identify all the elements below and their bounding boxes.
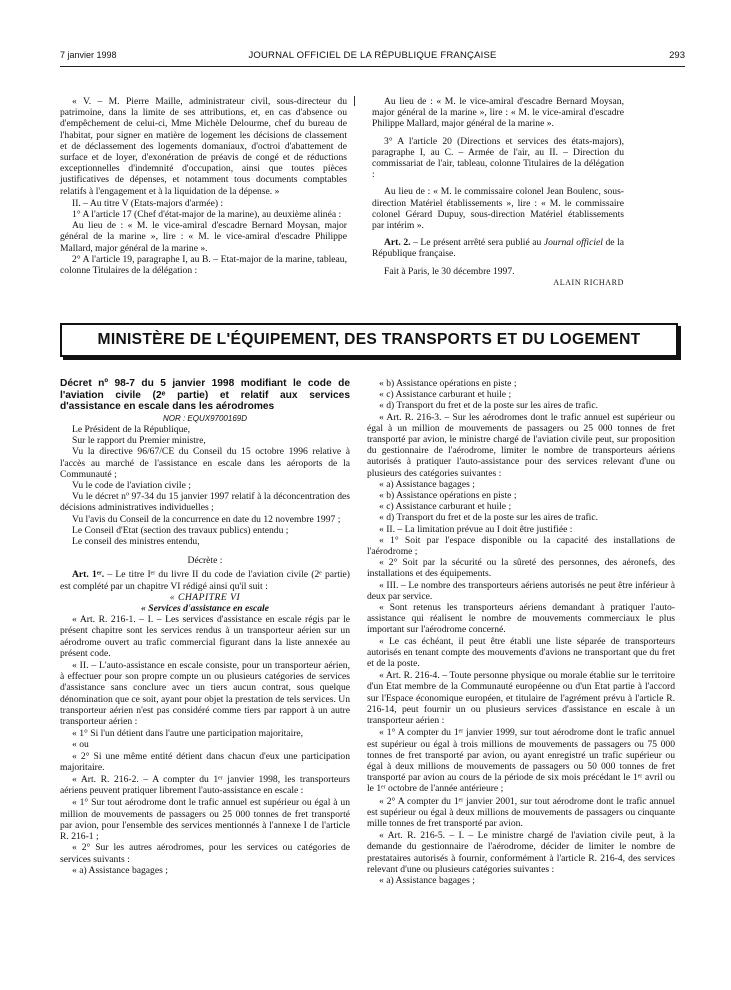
paragraph: 2° A l'article 19, paragraphe I, au B. – Etat-major de la marine, tableau, colonne Titulaires de la délégation : xyxy=(60,253,347,277)
paragraph: 3° A l'article 20 (Directions et services des états-majors), paragraphe I, au C. – Armée de l'air, au II. – Direction du commissariat de l'air, tableau, colonne Titulaires de la délégation : xyxy=(372,135,624,181)
signature: ALAIN RICHARD xyxy=(553,277,624,287)
paragraph: Vu l'avis du Conseil de la concurrence en date du 12 novembre 1997 ; xyxy=(72,513,341,525)
paragraph: Le Conseil d'Etat (section des travaux publics) entendu ; xyxy=(72,524,289,536)
paragraph: « b) Assistance opérations en piste ; xyxy=(379,378,517,389)
nor-reference: NOR : EQUX9700169D xyxy=(162,413,248,423)
paragraph: « 1° Soit par l'espace disponible ou la capacité des installations de l'aérodrome ; xyxy=(367,534,675,558)
paragraph: II. – Au titre V (Etats-majors d'armée) : xyxy=(72,197,224,209)
paragraph: « Art. R. 216-5. – I. – Le ministre chargé de l'aviation civile peut, à la demande du gestionnaire de l'aérodrome, décider de limiter le nombre de prestataires autorisés à fournir, conformément à l'article R. 216-4, des services relevant d'une ou plusieurs catégories suivantes : xyxy=(367,830,675,875)
paragraph: « 1° A compter du 1ᵉʳ janvier 1999, sur tout aérodrome dont le trafic annuel est supérieur ou égal à trois millions de mouvements de passagers ou 75 000 tonnes de fret transporté par avion, ou ayant enregistré un trafic supérieur ou égal à deux millions de mouvements de passagers ou 50 000 tonnes de fret transporté par avion au cours de la période de six mois précédant le 1ᵉʳ avril ou le 1ᵉʳ octobre de l'année antérieure ; xyxy=(367,727,675,795)
decree-title: Décret nº 98-7 du 5 janvier 1998 modifiant le code de l'aviation civile (2ᵉ partie) et relatif aux services d'assistance en escale dans les aérodromes xyxy=(60,378,350,413)
paragraph: « II. – L'auto-assistance en escale consiste, pour un transporteur aérien, à effectuer pour son propre compte un ou plusieurs catégories de services d'assistance sans conclure avec un tiers aucun contrat, sous quelque dénomination que ce soit, ayant pour objet la prestation de tels services. Un transporteur aérien n'est pas considéré comme tiers par rapport à un autre transporteur aérien : xyxy=(60,660,350,728)
paragraph: « Art. R. 216-4. – Toute personne physique ou morale établie sur le territoire d'un Etat membre de la Communauté européenne ou d'un Etat partie à l'accord sur l'Espace économique européen, et titulaire de l'agrément prévu à l'article R. 216-14, peut fournir un ou plusieurs services d'assistance en escale à un transporteur aérien : xyxy=(367,670,675,727)
header-date: 7 janvier 1998 xyxy=(60,50,117,60)
paragraph: « III. – Le nombre des transporteurs aériens autorisés ne peut être inférieur à deux par service. xyxy=(367,579,675,602)
article-2-text-end: de la République française. xyxy=(372,237,625,260)
header-rule xyxy=(60,66,685,67)
paragraph: « a) Assistance bagages ; xyxy=(72,864,168,876)
paragraph: Au lieu de : « M. le commissaire colonel Jean Boulenc, sous-direction Matériel établissements », lire : « M. le commissaire colonel Gérard Dupuy, sous-direction Matériel établissements par intérim ». xyxy=(372,186,624,232)
paragraph: « ou xyxy=(72,739,89,751)
paragraph: Vu le code de l'aviation civile ; xyxy=(72,480,191,491)
paragraph: « Art. R. 216-2. – A compter du 1ᵉʳ janvier 1998, les transporteurs aériens peuvent pratiquer librement l'auto-assistance en escale : xyxy=(60,774,350,797)
article-2 xyxy=(372,237,624,259)
paragraph: Au lieu de : « M. le vice-amiral d'escadre Bernard Moysan, major général de la marine », lire : « M. le vice-amiral d'escadre Philippe Mallard, major général de la marine ». xyxy=(60,220,347,254)
paragraph: Le Président de la République, xyxy=(72,423,191,435)
decree-left-column xyxy=(60,378,350,876)
paragraph: Le conseil des ministres entendu, xyxy=(72,536,200,548)
page-header xyxy=(60,50,685,66)
top-left-column xyxy=(60,96,347,276)
chapter-title: « Services d'assistance en escale xyxy=(141,603,269,615)
paragraph: « 2° Si une même entité détient dans chacun d'eux une participation majoritaire. xyxy=(60,750,350,773)
paragraph: « Sont retenus les transporteurs aériens demandant à pratiquer l'auto-assistance qui réalisent le nombre de mouvements commerciaux le plus important sur l'aérodrome concerné. xyxy=(367,602,675,636)
paragraph: « 2° Sur les autres aérodromes, pour les services ou catégories de services suivants : xyxy=(60,842,350,865)
column-marker xyxy=(354,96,355,106)
paragraph: 1° A l'article 17 (Chef d'état-major de la marine), au deuxième alinéa : xyxy=(72,209,342,221)
decrete: Décrète : xyxy=(187,555,223,567)
paragraph: « Le cas échéant, il peut être établi une liste séparée de transporteurs autorisés en tenant compte des mouvements d'avions ne transportant que du fret et de la poste. xyxy=(367,635,675,670)
chapter-heading: « CHAPITRE VI xyxy=(169,591,241,603)
journal-ref: Journal officiel xyxy=(543,237,603,249)
article-2-label: Art. 2. xyxy=(384,237,411,249)
journal-title: JOURNAL OFFICIEL DE LA RÉPUBLIQUE FRANÇAISE xyxy=(248,50,497,61)
top-right-column xyxy=(372,96,624,288)
paragraph: « II. – La limitation prévue au I doit être justifiée : xyxy=(379,523,573,535)
paragraph: Sur le rapport du Premier ministre, xyxy=(72,435,206,447)
article-1-label: Art. 1ᵉʳ. xyxy=(72,569,105,581)
paragraph: « Art. R. 216-1. – I. – Les services d'assistance en escale régis par le présent chapitre sont les services rendus à un transporteur aérien sur un aérodrome ouvert au trafic commercial figurant dans la liste annexée au présent code. xyxy=(60,614,350,659)
decree-right-column xyxy=(367,378,675,886)
paragraph: « 1° Sur tout aérodrome dont le trafic annuel est supérieur ou égal à un million de mouvements de passagers ou 25 000 tonnes de fret transporté par avion, pour l'ensemble des services mentionnés à l'annexe I de l'article R. 216-1 ; xyxy=(60,797,350,843)
paragraph: « V. – M. Pierre Maille, administrateur civil, sous-directeur du patrimoine, dans la limite de ses attributions, et, en cas d'absence ou d'empêchement de celui-ci, Mme Michèle Delourme, chef du bureau de l'habitat, pour signer en matière de logement les décisions de classement et de déclassement des logements domaniaux, d'octroi d'abattement de surface et de loyer, d'exonération de préavis de congé et de réductions exceptionnelles d'indemnité d'occupation, ainsi que toutes pièces justificatives de dépenses, et notamment tous documents comptables relatifs à l'engagement et à la liquidation de la dépense. » xyxy=(60,96,347,197)
paragraph: « 2° Soit par la sécurité ou la sûreté des personnes, des aéronefs, des installations et des équipements. xyxy=(367,557,675,580)
paragraph: « 2° A compter du 1ᵉʳ janvier 2001, sur tout aérodrome dont le trafic annuel est supérieur ou égal à deux millions de mouvements de passagers ou cinquante mille tonnes de fret transporté par avion. xyxy=(367,795,675,829)
paragraph: « d) Transport du fret et de la poste sur les aires de trafic. xyxy=(379,512,598,524)
paragraph: « d) Transport du fret et de la poste sur les aires de trafic. xyxy=(379,400,598,412)
paragraph: Vu la directive 96/67/CE du Conseil du 15 octobre 1996 relative à l'accès au marché de l'assistance en escale dans les aéroports de la Communauté ; xyxy=(60,446,350,480)
paragraph: Vu le décret nº 97-34 du 15 janvier 1997 relatif à la déconcentration des décisions administratives individuelles ; xyxy=(60,491,350,514)
paragraph: « 1° Si l'un détient dans l'autre une participation majoritaire, xyxy=(72,728,304,740)
paragraph: « c) Assistance carburant et huile ; xyxy=(379,501,512,513)
article-2-text: – Le présent arrêté sera publié au xyxy=(410,237,544,249)
done-at: Fait à Paris, le 30 décembre 1997. xyxy=(384,265,515,277)
paragraph: « a) Assistance bagages ; xyxy=(379,478,475,490)
paragraph: Au lieu de : « M. le vice-amiral d'escadre Bernard Moysan, major général de la marine », lire : « M. le vice-amiral d'escadre Philippe Mallard, major général de la marine ». xyxy=(372,96,624,130)
ministry-heading: MINISTÈRE DE L'ÉQUIPEMENT, DES TRANSPORTS ET DU LOGEMENT xyxy=(60,323,678,357)
paragraph: « Art. R. 216-3. – Sur les aérodromes dont le trafic annuel est supérieur ou égal à un million de mouvements de passagers ou 25 000 tonnes de fret transporté par avion, le ministre chargé de l'aviation civile peut, sur proposition du gestionnaire de l'aérodrome, limiter le nombre de transporteurs aériens autorisés à pratiquer l'auto-assistance pour des services relevant d'une ou plusieurs des catégories suivantes : xyxy=(367,411,675,479)
paragraph: « b) Assistance opérations en piste ; xyxy=(379,490,517,502)
paragraph: « c) Assistance carburant et huile ; xyxy=(379,389,512,401)
article-1-text: – Le titre Iᵉʳ du livre II du code de l'aviation civile (2ᵉ partie) est complété par un chapitre VI rédigé ainsi qu'il suit : xyxy=(60,569,350,592)
page-number: 293 xyxy=(669,50,685,61)
paragraph: « a) Assistance bagages ; xyxy=(379,874,475,886)
article-1 xyxy=(60,569,350,591)
